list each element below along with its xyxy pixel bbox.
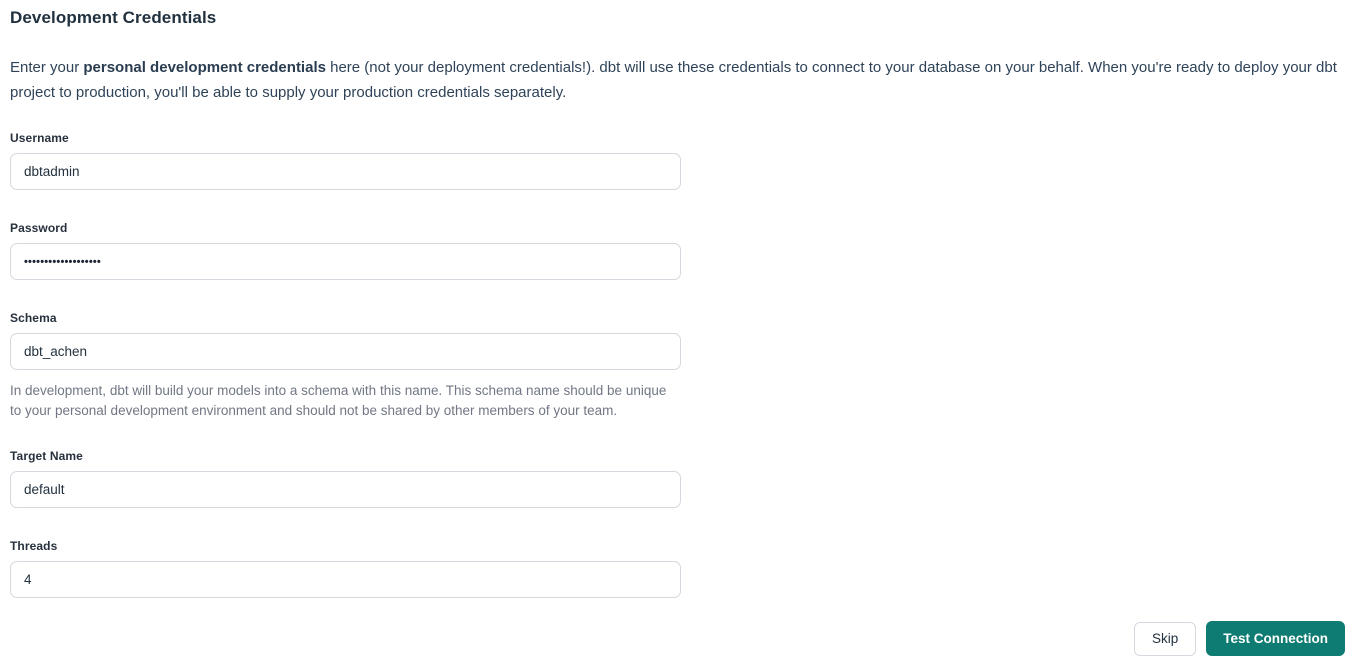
threads-label: Threads	[10, 539, 58, 553]
schema-label: Schema	[10, 311, 57, 325]
intro-suffix: here (not your deployment credentials!). dbt will use these credentials to connect to your database on your behalf. When you're ready to deploy your dbt project to production, you'll be able to supply your production credentials separately.	[10, 59, 1337, 101]
password-input[interactable]	[10, 243, 681, 280]
schema-field-group	[10, 311, 681, 421]
intro-text	[10, 56, 1342, 105]
threads-input[interactable]	[10, 561, 681, 598]
target-name-field-group	[10, 449, 681, 508]
skip-button[interactable]: Skip	[1134, 622, 1196, 656]
schema-input[interactable]	[10, 333, 681, 370]
target-name-label: Target Name	[10, 449, 83, 463]
page-title: Development Credentials	[10, 8, 217, 27]
username-field-group	[10, 131, 681, 190]
schema-help-text: In development, dbt will build your models into a schema with this name. This schema name should be unique to your personal development environment and should not be shared by other members of your team.	[10, 383, 667, 418]
test-connection-button[interactable]: Test Connection	[1206, 621, 1345, 656]
intro-bold: personal development credentials	[83, 59, 326, 76]
intro-prefix: Enter your	[10, 59, 84, 76]
password-label: Password	[10, 221, 68, 235]
username-label: Username	[10, 131, 69, 145]
threads-field-group	[10, 539, 681, 598]
target-name-input[interactable]	[10, 471, 681, 508]
footer-actions	[10, 621, 1345, 656]
password-field-group	[10, 221, 681, 280]
username-input[interactable]	[10, 153, 681, 190]
